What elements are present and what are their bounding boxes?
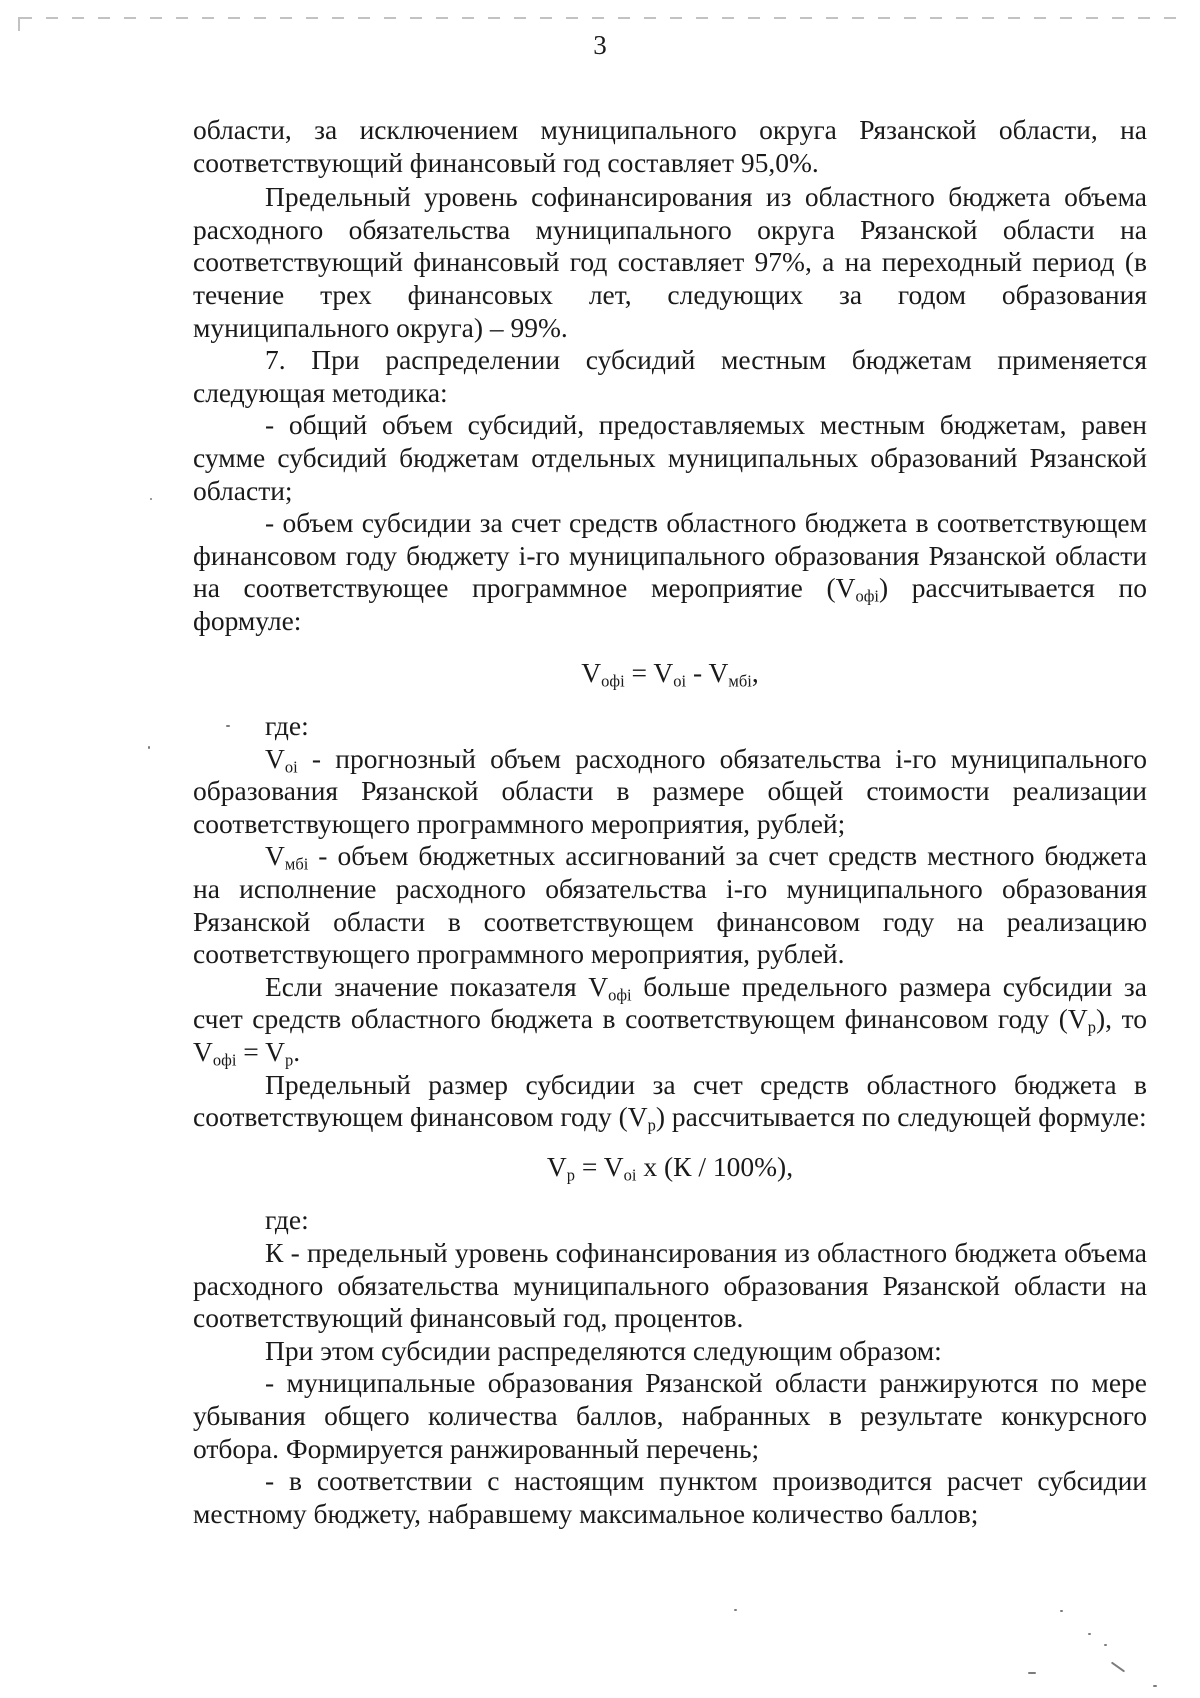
paragraph-total-volume: - общий объем субсидий, предоставляемых местным бюджетам, равен сумме субсидий бюджетам отдельных муниципальных образований Рязанской области; bbox=[193, 409, 1147, 506]
text-fragment: больше предельного размера субсидии за счет средств областного бюджета в соответствующем финансовом году (V bbox=[193, 970, 1147, 1035]
subscript: офi bbox=[608, 985, 632, 1005]
scan-edge-artifact bbox=[20, 17, 1185, 19]
definition-symbol: V bbox=[265, 840, 285, 872]
scan-speck bbox=[1111, 1662, 1125, 1673]
paragraph-limit-condition bbox=[193, 971, 1147, 1069]
formula-symbol: V bbox=[581, 656, 602, 688]
scan-speck bbox=[1104, 1644, 1107, 1646]
scan-speck bbox=[1153, 1685, 1157, 1687]
text-fragment: Если значение показателя V bbox=[265, 970, 609, 1002]
definition-k: К - предельный уровень софинансирования из областного бюджета объема расходного обязательства муниципального образования Рязанской области на соответствующий финансовый год, процентов. bbox=[193, 1237, 1147, 1334]
paragraph-subsidy-volume bbox=[193, 507, 1147, 637]
page-number: 3 bbox=[593, 30, 607, 60]
formula-subscript: oi bbox=[623, 1165, 637, 1185]
definition-text: - прогнозный объем расходного обязательства i-го муниципального образования Рязанской области в размере общей стоимости реализации соответствующего программного мероприятия, рублей; bbox=[193, 742, 1147, 839]
paragraph-ranking: - муниципальные образования Рязанской области ранжируются по мере убывания общего количества баллов, набранных в результате конкурсного отбора. Формируется ранжированный перечень; bbox=[193, 1367, 1147, 1464]
document-body bbox=[193, 114, 1147, 1530]
paragraph-limit-size bbox=[193, 1069, 1147, 1134]
formula-symbol: V bbox=[546, 1150, 567, 1182]
scan-speck bbox=[1088, 1633, 1091, 1635]
scan-speck bbox=[148, 746, 150, 749]
scan-speck bbox=[150, 498, 152, 500]
paragraph-continuation: области, за исключением муниципального округа Рязанской области, на соответствующий финансовый год составляет 95,0%. bbox=[193, 114, 1147, 178]
formula-subsidy bbox=[193, 657, 1147, 690]
paragraph-distribution-intro: При этом субсидии распределяются следующим образом: bbox=[265, 1334, 942, 1366]
where-label: где: bbox=[265, 1204, 309, 1236]
subscript: офi bbox=[855, 586, 880, 606]
formula-symbol: x (К / 100%), bbox=[636, 1150, 794, 1182]
subscript: p bbox=[1087, 1018, 1096, 1038]
where-label: где: bbox=[265, 710, 309, 742]
formula-limit bbox=[193, 1151, 1147, 1184]
scan-corner-mark bbox=[18, 17, 20, 31]
subscript: офi bbox=[212, 1050, 237, 1070]
text-fragment: - объем субсидии за счет средств областного бюджета в соответствующем финансовом году бюджету i-го муниципального образования Рязанской области на соответствующее программное мероприятие (V bbox=[193, 507, 1147, 604]
definition-voi bbox=[193, 743, 1147, 841]
definition-text: - объем бюджетных ассигнований за счет средств местного бюджета на исполнение расходного обязательства i-го муниципального образования Рязанской области в соответствующем финансовом году на реализацию соответствующего программного мероприятия, рублей. bbox=[193, 840, 1147, 970]
definition-subscript: oi bbox=[284, 757, 298, 777]
definition-vmbi bbox=[193, 840, 1147, 970]
subscript: p bbox=[285, 1050, 294, 1070]
text-fragment: . bbox=[293, 1036, 301, 1068]
definition-subscript: мбi bbox=[284, 855, 309, 875]
formula-subscript: мбi bbox=[728, 671, 752, 691]
text-fragment: Предельный размер субсидии за счет средств областного бюджета в соответствующем финансовом году (V bbox=[193, 1068, 1147, 1133]
paragraph-calculation: - в соответствии с настоящим пунктом производится расчет субсидии местному бюджету, набравшему максимальное количество баллов; bbox=[193, 1465, 1147, 1529]
text-fragment: ) рассчитывается по формуле: bbox=[193, 572, 1147, 636]
scan-speck bbox=[1028, 1672, 1036, 1674]
formula-subscript: p bbox=[566, 1165, 576, 1185]
text-fragment: ) рассчитывается по следующей формуле: bbox=[655, 1101, 1147, 1133]
formula-subscript: офi bbox=[601, 671, 625, 691]
subscript: p bbox=[647, 1115, 656, 1135]
formula-symbol: - V bbox=[686, 656, 729, 688]
formula-symbol: = V bbox=[624, 656, 674, 688]
text-fragment: ), то V bbox=[193, 1003, 1147, 1068]
formula-symbol: = V bbox=[575, 1150, 624, 1182]
formula-subscript: oi bbox=[673, 671, 687, 691]
text-fragment: = V bbox=[236, 1036, 286, 1068]
paragraph-item-7: 7. При распределении субсидий местным бюджетам применяется следующая методика: bbox=[193, 344, 1147, 408]
paragraph-cofinancing-level: Предельный уровень софинансирования из областного бюджета объема расходного обязательства муниципального округа Рязанской области на соответствующий финансовый год составляет 97%, а на переходный период (в течение трех финансовых лет, следующих за годом образования муниципального округа) – 99%. bbox=[193, 181, 1147, 343]
scan-speck bbox=[1060, 1610, 1063, 1612]
formula-symbol: , bbox=[751, 656, 759, 688]
definition-symbol: V bbox=[265, 742, 285, 774]
scan-speck bbox=[734, 1609, 737, 1611]
scan-speck bbox=[226, 725, 230, 727]
